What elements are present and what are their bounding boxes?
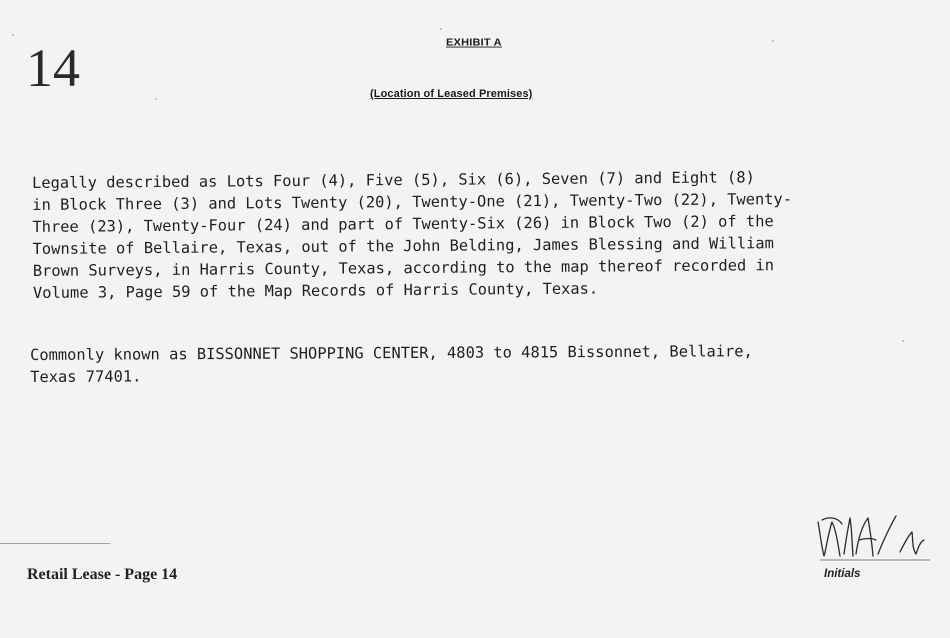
- page-number: 14: [26, 38, 80, 98]
- exhibit-subtitle: (Location of Leased Premises): [370, 88, 533, 100]
- footer-divider: [0, 543, 110, 544]
- scan-speck: [440, 28, 442, 30]
- scan-speck: [772, 40, 774, 42]
- legal-description-paragraph: Legally described as Lots Four (4), Five (5), Six (6), Seven (7) and Eight (8) in Block Three (3) and Lots Twenty (20), Twenty-One (21), Twenty-Two (22), Twenty- Three (23), Twenty-Four (24) and part of Twenty-Six (26) in Block Two (2) of the Townsite of Bellaire, Texas, out of the John Belding, James Blessing and William Brown Surveys, in Harris County, Texas, according to the map thereof recorded in Volume 3, Page 59 of the Map Records of Harris County, Texas.: [32, 168, 793, 302]
- common-name-paragraph: Commonly known as BISSONNET SHOPPING CENTER, 4803 to 4815 Bissonnet, Bellaire, Texas 77401.: [30, 342, 753, 386]
- initials-signature: [812, 510, 932, 572]
- initials-label: Initials: [824, 568, 861, 580]
- scan-speck: [12, 34, 14, 36]
- footer-page-label: Retail Lease - Page 14: [27, 566, 178, 583]
- scan-speck: [902, 340, 904, 342]
- scan-speck: [155, 98, 157, 100]
- exhibit-title: EXHIBIT A: [446, 37, 502, 49]
